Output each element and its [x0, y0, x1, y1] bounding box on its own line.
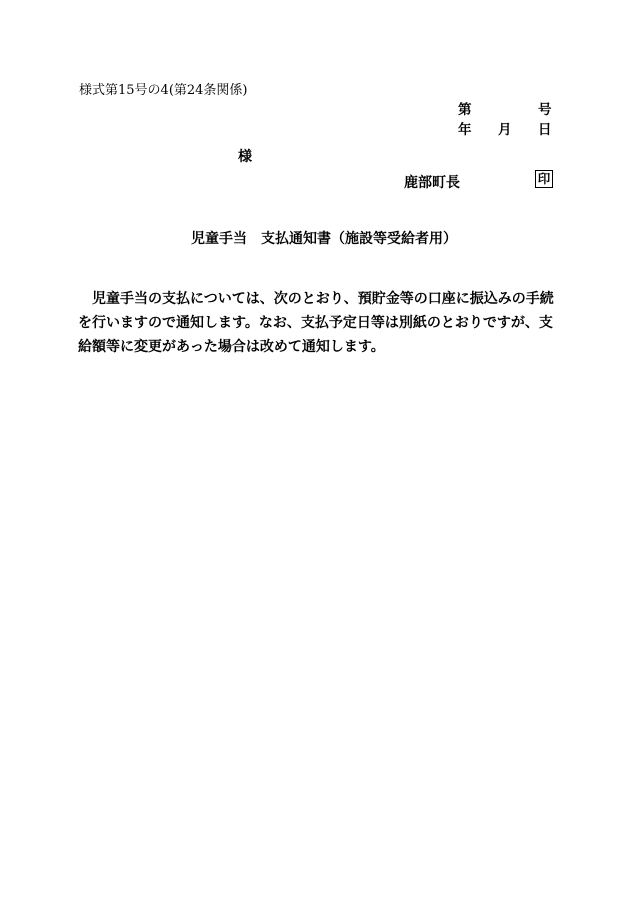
body-paragraph: 児童手当の支払については、次のとおり、預貯金等の口座に振込みの手続を行いますので通知します。なお、支払予定日等は別紙のとおりですが、支給額等に変更があった場合は改めて通知します。: [78, 291, 554, 355]
sender-name: 鹿部町長: [404, 175, 460, 191]
number-prefix: 第: [458, 102, 472, 118]
document-title: 児童手当 支払通知書（施設等受給者用）: [191, 231, 457, 247]
date-month: 月: [498, 122, 512, 138]
seal-mark: 印: [535, 170, 553, 188]
date-day: 日: [538, 122, 552, 138]
form-number: 様式第15号の4(第24条関係): [79, 83, 248, 98]
number-suffix: 号: [538, 102, 552, 118]
date-year: 年: [458, 122, 472, 138]
addressee-suffix: 様: [238, 149, 252, 165]
